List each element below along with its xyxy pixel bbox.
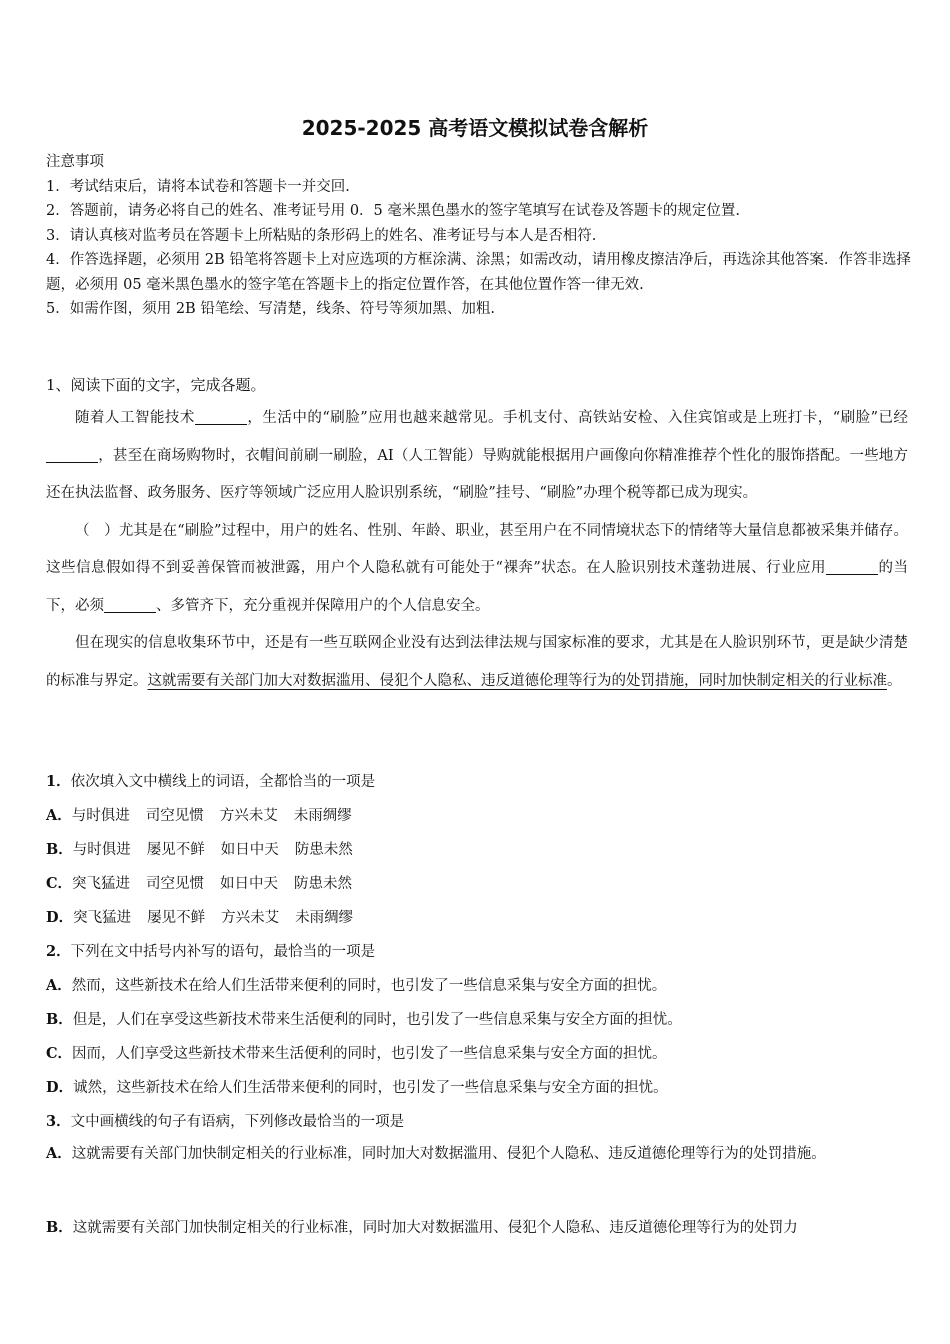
option-label: A．: [46, 1145, 72, 1162]
option-label: A．: [46, 977, 72, 994]
notice-heading: 注意事项: [46, 154, 104, 170]
option-label: B．: [46, 841, 73, 858]
passage-paragraph-2: [46, 513, 908, 626]
option-label: A．: [46, 807, 72, 824]
option-A: [46, 974, 666, 995]
option-label: B．: [46, 1219, 73, 1236]
sub-question-2-stem: [46, 940, 375, 961]
fill-blank: [195, 407, 247, 425]
reading-passage: [46, 400, 908, 700]
option-C: [46, 1042, 667, 1063]
option-A: [46, 1137, 908, 1172]
option-label: C．: [46, 1045, 73, 1062]
option-text: 因而，人们享受这些新技术带来生活便利的同时，也引发了一些信息采集与安全方面的担忧。: [72, 1046, 667, 1062]
option-word: 屡见不鲜: [147, 910, 206, 926]
question-number: 2．: [46, 943, 71, 960]
question-number: 3．: [46, 1113, 71, 1130]
passage-text: ，甚至在商场购物时，衣帽间前刷一刷脸，AI（人工智能）导购就能根据用户画像向你精准推荐个性化的服饰搭配。一些地方还在执法监督、政务服务、医疗等领域广泛应用人脸识别系统，“刷脸”挂号、“刷脸”办理个税等都已成为现实。: [46, 447, 908, 501]
notice-item: 3．请认真核对监考员在答题卡上所粘贴的条形码上的姓名、准考证号与本人是否相符.: [46, 227, 597, 244]
question-number: 1．: [46, 773, 71, 790]
option-word: 突飞猛进: [72, 876, 131, 892]
option-text: 但是，人们在享受这些新技术带来生活便利的同时，也引发了一些信息采集与安全方面的担忧。: [72, 1012, 682, 1028]
option-text: 这就需要有关部门加快制定相关的行业标准，同时加大对数据滥用、侵犯个人隐私、违反道德伦理等行为的处罚力: [72, 1220, 798, 1236]
passage-text: 、多管齐下，充分重视并保障用户的个人信息安全。: [156, 597, 490, 614]
notice-section: [46, 150, 916, 322]
passage-text: 。: [887, 672, 902, 689]
passage-text: ，生活中的“刷脸”应用也越来越常见。手机支付、高铁站安检、入住宾馆或是上班打卡，“刷脸”已经: [246, 410, 908, 426]
fill-blank: [46, 445, 98, 463]
option-A: [46, 804, 368, 825]
option-word: 司空见惯: [146, 876, 205, 892]
option-B: [46, 838, 369, 859]
option-D: [46, 906, 369, 927]
passage-text: 但在现实的信息收集环节中，还是有一些互联网企业没有达到法律法规与国家标准的要求，尤其是在人脸识别环节，更是缺少清楚的标准与界定。: [46, 635, 908, 689]
option-word: 防患未然: [294, 876, 353, 892]
option-word: 如日中天: [220, 842, 279, 858]
option-word: 方兴未艾: [221, 910, 280, 926]
option-label: C．: [46, 875, 73, 892]
option-B: [46, 1008, 682, 1029]
option-word: 如日中天: [220, 876, 279, 892]
option-text: 诚然，这些新技术在给人们生活带来便利的同时，也引发了一些信息采集与安全方面的担忧。: [73, 1080, 668, 1096]
passage-text: （ ）尤其是在“刷脸”过程中，用户的姓名、性别、年龄、职业，甚至用户在不同情境状态下的情绪等大量信息都被采集并储存。这些信息假如得不到妥善保管而被泄露，用户个人隐私就有可能处于“裸奔”状态。在人脸识别技术蓬勃进展、行业应用: [46, 522, 908, 576]
passage-paragraph-3: [46, 625, 908, 700]
fill-blank: [826, 557, 878, 575]
notice-item: 5．如需作图，须用 2B 铅笔绘、写清楚，线条、符号等须加黑、加粗.: [46, 301, 495, 317]
option-text: 这就需要有关部门加快制定相关的行业标准，同时加大对数据滥用、侵犯个人隐私、违反道德伦理等行为的处罚措施。: [71, 1146, 826, 1162]
option-word: 突飞猛进: [73, 910, 132, 926]
notice-item: 4．作答选择题，必须用 2B 铅笔将答题卡上对应选项的方框涂满、涂黑；如需改动，请用橡皮擦洁净后，再选涂其他答案．作答非选择题，必须用 05 毫米黑色墨水的签字笔在答题卡上的指定位置作答，在其他位置作答一律无效.: [46, 252, 911, 293]
option-word: 与时俱进: [72, 842, 131, 858]
option-word: 屡见不鲜: [146, 842, 205, 858]
question-heading: 1、阅读下面的文字，完成各题。: [46, 376, 266, 394]
option-word: 未雨绸缪: [295, 910, 354, 926]
passage-text: 随着人工智能技术: [75, 410, 195, 426]
fill-blank: [104, 595, 156, 613]
option-label: B．: [46, 1011, 73, 1028]
option-C: [46, 872, 368, 893]
option-word: 与时俱进: [71, 808, 130, 824]
option-word: 司空见惯: [145, 808, 204, 824]
question-stem: 依次填入文中横线上的词语，全都恰当的一项是: [70, 774, 376, 790]
option-label: D．: [46, 1079, 74, 1096]
passage-paragraph-1: [46, 400, 908, 513]
notice-item: 2．答题前，请务必将自己的姓名、准考证号用 0．5 毫米黑色墨水的签字笔填写在试卷及答题卡的规定位置.: [46, 203, 740, 219]
option-word: 未雨绸缪: [293, 808, 352, 824]
notice-item: 1．考试结束后，请将本试卷和答题卡一并交回.: [46, 178, 350, 195]
option-word: 防患未然: [294, 842, 353, 858]
option-text: 然而，这些新技术在给人们生活带来便利的同时，也引发了一些信息采集与安全方面的担忧。: [71, 978, 667, 994]
question-stem: 文中画横线的句子有语病，下列修改最恰当的一项是: [70, 1114, 405, 1130]
passage-text: 的当下，必须: [46, 560, 909, 614]
sub-question-1-stem: [46, 770, 375, 791]
sub-question-3-stem: [46, 1110, 404, 1131]
question-stem: 下列在文中括号内补写的语句，最恰当的一项是: [70, 944, 376, 960]
option-word: 方兴未艾: [219, 808, 278, 824]
underlined-sentence: 这就需要有关部门加大对数据滥用、侵犯个人隐私、违反道德伦理等行为的处罚措施，同时加快制定相关的行业标准: [147, 672, 887, 689]
page-title: 2025-2025 高考语文模拟试卷含解析: [301, 116, 649, 140]
option-D: [46, 1076, 668, 1097]
option-B: [46, 1216, 798, 1237]
option-label: D．: [46, 909, 74, 926]
